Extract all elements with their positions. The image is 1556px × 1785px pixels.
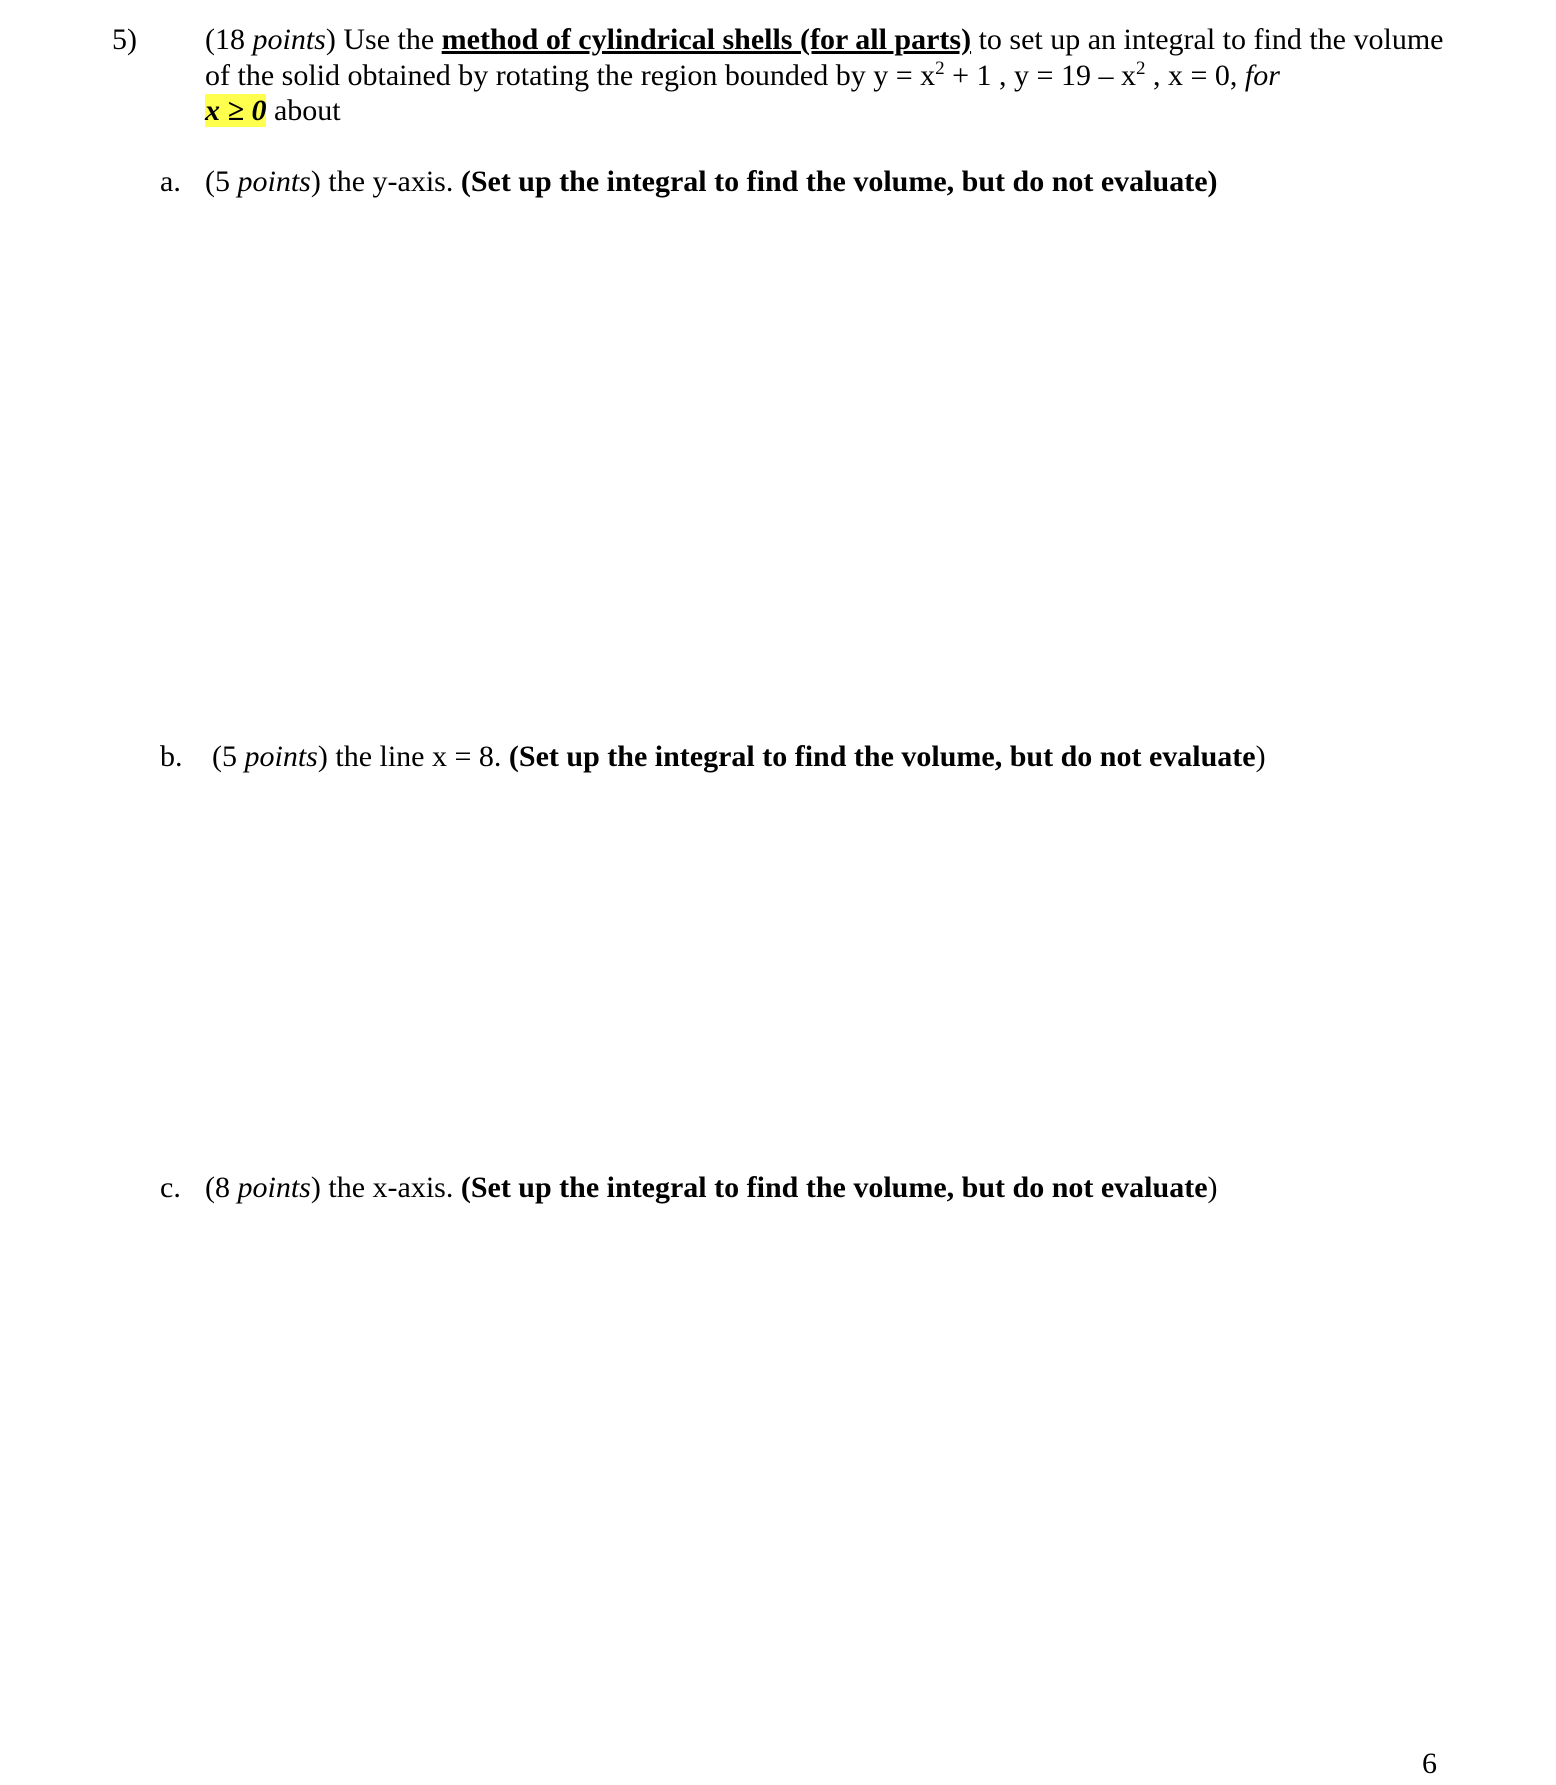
part-c-axis: the x-axis.	[320, 1171, 461, 1204]
part-c-points-close: )	[310, 1171, 321, 1204]
question-stem	[205, 22, 1445, 129]
part-b-points-open: (5	[212, 740, 245, 773]
part-b-label: b.	[160, 740, 183, 773]
part-a-label: a.	[160, 165, 181, 198]
points-close: ) Use the	[325, 23, 442, 56]
exponent-1: 2	[935, 57, 945, 79]
method-emphasis: method of cylindrical shells (for all parts)	[441, 23, 972, 56]
part-a-axis: the y-axis.	[320, 165, 461, 198]
part-a	[160, 164, 1218, 200]
stem-text-2: + 1 , y = 19 – x	[944, 58, 1136, 92]
highlighted-condition: x ≥ 0	[205, 94, 267, 127]
exponent-2: 2	[1135, 57, 1146, 79]
part-c-instruction: (Set up the integral to find the volume, but do not evaluate	[460, 1171, 1208, 1204]
part-c-points-open: (8	[205, 1171, 238, 1204]
part-a-points-word: points	[237, 165, 311, 198]
part-c	[160, 1170, 1218, 1206]
part-c-points-word: points	[237, 1171, 311, 1204]
part-a-points-open: (5	[205, 165, 238, 198]
part-b-axis: the line x = 8.	[327, 740, 509, 773]
part-b-points-close: )	[317, 740, 328, 773]
part-a-instruction: (Set up the integral to find the volume, but do not evaluate)	[460, 165, 1218, 198]
part-b-points-word: points	[244, 740, 318, 773]
for-word: for	[1244, 58, 1280, 92]
stem-text-3: , x = 0,	[1145, 58, 1245, 92]
about-word: about	[266, 94, 341, 127]
part-b	[160, 739, 1266, 775]
part-c-label: c.	[160, 1171, 181, 1204]
points-open: (18	[205, 23, 253, 56]
points-word: points	[252, 23, 326, 56]
question-number: 5)	[112, 23, 137, 56]
part-c-close: )	[1207, 1171, 1218, 1204]
part-a-points-close: )	[310, 165, 321, 198]
page-number: 6	[1422, 1747, 1437, 1780]
part-b-close: )	[1255, 740, 1266, 773]
stem-text-1: to set up an integral to find the volume of the solid obtained by rotating the region bounded by y = x	[205, 23, 1444, 92]
part-b-instruction: (Set up the integral to find the volume, but do not evaluate	[508, 740, 1256, 773]
